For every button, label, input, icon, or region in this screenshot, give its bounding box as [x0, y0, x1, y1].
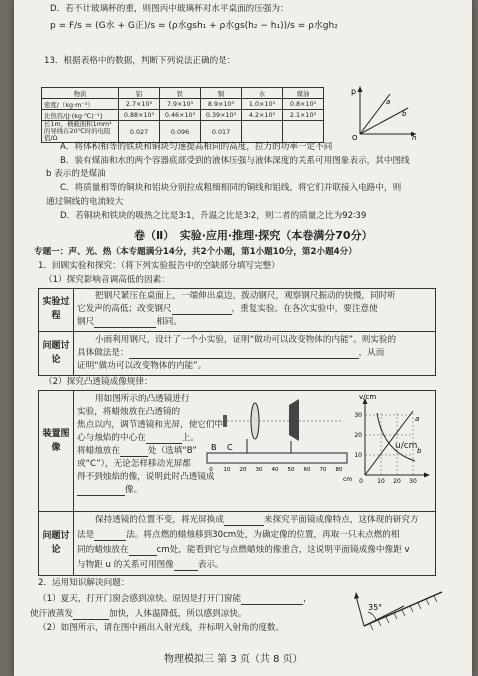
v-tick-label: 30	[354, 412, 362, 419]
rail-tick-label: 80	[335, 467, 343, 473]
box2-text-line	[77, 445, 197, 457]
sub-question-2: （2）探究凸透镜成像规律：	[44, 377, 153, 387]
answer-blank[interactable]	[129, 544, 157, 556]
line-a-label: a	[415, 415, 420, 423]
answer-blank[interactable]	[172, 303, 232, 315]
experiment-box-2	[38, 390, 436, 576]
table-cell: 比热容/[J·(kg·℃)⁻¹]	[42, 110, 119, 121]
point-c-label: C	[227, 443, 233, 452]
table-cell: 0.46×10³	[160, 110, 201, 121]
box1-text-line2	[77, 303, 378, 315]
page-footer: 物理模拟三 第 3 页（共 8 页）	[164, 654, 303, 665]
question-2-1-line1	[38, 593, 312, 605]
problem-discussion-label-2: 问题讨论	[42, 531, 70, 555]
box2-text-line: 得不到烛焰的像，说明此时凸透镜成	[77, 472, 215, 482]
rail-tick-label: 50	[287, 467, 295, 473]
rail-tick-label: 20	[239, 467, 247, 473]
reflected-ray	[356, 596, 364, 626]
answer-blank[interactable]	[94, 316, 156, 328]
ray-arrow-icon	[354, 592, 359, 599]
box1-text-segment: 它发声的高低；改变钢尺	[77, 304, 172, 314]
box2-text-segment: 表示。	[197, 560, 224, 570]
convex-lens-icon	[251, 403, 259, 439]
review-question-2: 2．运用知识解决问题：	[38, 578, 130, 588]
graph-h-label: h	[412, 134, 417, 140]
option-d-intro: D．若不计玻璃杯的重，则图丙中玻璃杯对水平桌面的压强为：	[50, 4, 289, 14]
option-d: D．若铜块和铁块的吸热之比是3∶1，升温之比是3∶2，则二者的质量之比为92∶39	[60, 211, 367, 221]
graph-line-b-label: b	[402, 110, 407, 118]
experiment-process-label: 实验过程	[42, 297, 70, 321]
origin-label: 0	[359, 478, 363, 485]
box2-text-line: 焦点以内，调节透镜和光屏，使它们中	[77, 420, 224, 430]
box2-text-segment: cm处，能看到它与点燃蜡烛的像重合，这说明平面镜成像中像距 v	[156, 545, 410, 555]
v-tick-label: 20	[354, 432, 362, 439]
answer-blank[interactable]	[94, 529, 126, 541]
box2-text-line	[77, 484, 142, 496]
answer-blank[interactable]	[146, 432, 182, 444]
box2-text-segment: 来探究平面镜成像特点，这体现的研究方	[263, 515, 419, 525]
line-b-label: b	[417, 447, 422, 455]
box2-text-segment: 法是	[77, 530, 95, 540]
v-axis-label: v/cm	[359, 393, 377, 401]
table-cell: 长1m、横截面积1mm²的导线在20℃时的电阻值/Ω	[42, 121, 119, 143]
question-text-segment: 使汗液蒸发	[30, 609, 73, 619]
box2-text-segment: 法。将点燃的蜡烛移到30cm处，为确定像的位置，再取一只未点燃的相	[126, 530, 400, 540]
v-tick-label: 10	[354, 452, 362, 459]
apparatus-image-label: 装置图像	[42, 429, 70, 453]
light-screen-icon	[289, 399, 299, 441]
graph-origin-label: O	[352, 134, 358, 140]
table-header-cell: 煤油	[283, 88, 324, 99]
table-header-cell: 铝	[119, 88, 160, 99]
u-tick-label: 20	[393, 478, 401, 485]
graph-line-a-label: a	[386, 98, 391, 106]
table-cell: 2.7×10³	[119, 99, 160, 110]
table-header-cell: 水	[242, 88, 283, 99]
u-tick-label: 30	[409, 478, 417, 485]
table-cell: 8.9×10³	[201, 99, 242, 110]
material-data-table	[41, 87, 324, 143]
box2-text-segment: 上。	[181, 433, 199, 443]
table-cell: 0.88×10³	[119, 110, 160, 121]
box1-text-segment: ，重复实验。在各次实验中，要注意使	[231, 304, 378, 314]
pressure-depth-graph	[350, 82, 422, 140]
rail-tick-label: 10	[223, 467, 231, 473]
table-header-row	[42, 88, 324, 99]
section-title: 卷（Ⅱ） 实验·应用·推理·探究（本卷满分70分）	[134, 229, 373, 242]
table-cell	[283, 121, 324, 143]
sub-question-1: （1）探究影响音调高低的因素：	[44, 275, 170, 285]
experiment-box-1	[38, 288, 436, 376]
table-cell	[242, 121, 283, 143]
option-a: A．将体积相等的铁块和铜块匀速提高相同的高度，拉力的功率一定不同	[60, 142, 333, 152]
u-axis-label: u/cm	[395, 441, 418, 451]
measuring-rail	[207, 453, 347, 463]
rail-tick-label: 0	[209, 467, 213, 473]
table-row	[42, 99, 324, 110]
image-distance-graph	[343, 391, 435, 487]
question-2-1-line2	[30, 608, 247, 620]
table-row	[42, 110, 324, 121]
box2-discussion-line2	[77, 529, 399, 541]
answer-blank[interactable]	[120, 445, 148, 457]
graph-p-label: p	[351, 87, 357, 96]
review-question-1: 1．回顾实验和探究：（将下列实验报告中的空缺部分填写完整）	[38, 261, 280, 271]
box2-text-line: 实验，将蜡烛放在凸透镜的	[77, 407, 181, 417]
box2-discussion-line3	[77, 544, 410, 556]
table-cell: 2.1×10³	[283, 110, 324, 121]
box2-text-segment: 将蜡烛放在	[77, 446, 120, 456]
answer-blank[interactable]	[174, 559, 198, 571]
rail-unit-label: cm	[343, 476, 353, 483]
problem-discussion-label: 问题讨论	[42, 341, 70, 365]
rail-tick-label: 70	[319, 467, 327, 473]
rail-tick-label: 60	[303, 467, 311, 473]
box2-text-line: 或“C”），无论怎样移动光屏都	[77, 459, 191, 469]
candle-icon	[223, 415, 227, 427]
question-2-2: （2）如图所示，请在图中画出入射光线，并标明入射角的度数。	[38, 623, 285, 633]
table-cell: 0.027	[119, 121, 160, 143]
box1-discussion-line1: 小雨利用钢尺，设计了一个小实验，证明“做功可以改变物体的内能”。则实验的	[95, 335, 397, 345]
option-c-line1: C．将质量相等的铜块和铝块分别拉成粗细相同的铜线和铝线，将它们并联接入电路中，则	[60, 183, 402, 193]
table-cell: 0.8×10³	[283, 99, 324, 110]
option-b-line2: b 表示的是煤油	[46, 169, 106, 179]
box2-text-segment: 处（选填“B”	[147, 446, 197, 456]
box2-text-segment: 与物距 u 的关系可用图像	[77, 560, 174, 570]
table-cell: 0.017	[201, 121, 242, 143]
box1-discussion-line2	[77, 347, 384, 359]
table-header-cell: 物质	[42, 88, 119, 99]
answer-blank[interactable]	[77, 484, 125, 496]
table-cell: 0.39×10³	[201, 110, 242, 121]
u-tick-label: 10	[377, 478, 385, 485]
box1-text-line3	[77, 316, 182, 328]
point-b-label: B	[211, 443, 217, 452]
box1-text-segment: 相同。	[156, 317, 182, 327]
box2-text-segment: 像。	[125, 485, 143, 495]
table-header-cell: 铜	[201, 88, 242, 99]
box1-discussion-line3: 证明“做功可以改变物体的内能”。	[77, 361, 207, 371]
question-13: 13．根据表格中的数据，判断下列说法正确的是：	[44, 56, 236, 66]
box2-text-line: 用如图所示的凸透镜进行	[95, 394, 190, 404]
question-text-segment: ，	[303, 594, 312, 604]
table-cell: 0.096	[160, 121, 201, 143]
optical-bench-diagram	[203, 393, 353, 485]
answer-blank[interactable]	[241, 593, 303, 605]
answer-blank[interactable]	[129, 347, 359, 359]
box2-text-segment: 心与烛焰的中心在	[77, 433, 146, 443]
option-c-line2: 通过铜线的电流较大	[46, 197, 124, 207]
graph-line-b	[377, 413, 418, 461]
question-text-segment: 加快，人体温降低，所以感到凉快。	[108, 609, 247, 619]
box2-text-line	[77, 432, 199, 444]
answer-blank[interactable]	[73, 608, 109, 620]
box2-text-segment: 同的蜡烛放在	[77, 545, 129, 555]
rail-tick-label: 30	[255, 467, 263, 473]
angle-label: 35°	[368, 603, 383, 612]
answer-blank[interactable]	[224, 514, 264, 526]
mirror-ray-diagram	[354, 588, 454, 636]
box2-discussion-line4	[77, 559, 224, 571]
box1-text-segment: 具体做法是：	[77, 348, 129, 358]
table-cell: 密度/（kg·m⁻³）	[42, 99, 119, 110]
table-cell: 4.2×10³	[242, 110, 283, 121]
box1-text-segment: ，从而	[358, 348, 385, 358]
option-b-line1: B．装有煤油和水的两个容器底部受到的液体压强与液体深度的关系可用图象表示，其中图线	[60, 156, 410, 166]
box1-text-segment: 钢尺	[77, 317, 95, 327]
question-text-segment: （1）夏天，打开门窗会感到凉快。原因是打开门窗能	[38, 594, 242, 604]
table-row	[42, 121, 324, 143]
rail-tick-label: 40	[271, 467, 279, 473]
table-header-cell: 铁	[160, 88, 201, 99]
pressure-formula: p = F/s = (G水 + G正)/s = (ρ水gsh₁ + ρ水gs(h₂ − h₁))/s = ρ水gh₂	[50, 21, 338, 31]
box2-discussion-line1	[95, 514, 419, 526]
box2-text-segment: 保持透镜的位置不变，将光屏换成	[95, 515, 224, 525]
exam-paper	[14, 0, 472, 676]
table-cell: 1.0×10³	[242, 99, 283, 110]
box1-text-line1: 把钢尺紧压在桌面上，一端伸出桌边，拨动钢尺，观察钢尺振动的快慢，同时听	[95, 291, 396, 301]
table-cell: 7.9×10³	[160, 99, 201, 110]
topic-one-heading: 专题一：声、光、热（本专题满分14分，共2个小题，第1小题10分，第2小题4分）	[34, 247, 357, 257]
